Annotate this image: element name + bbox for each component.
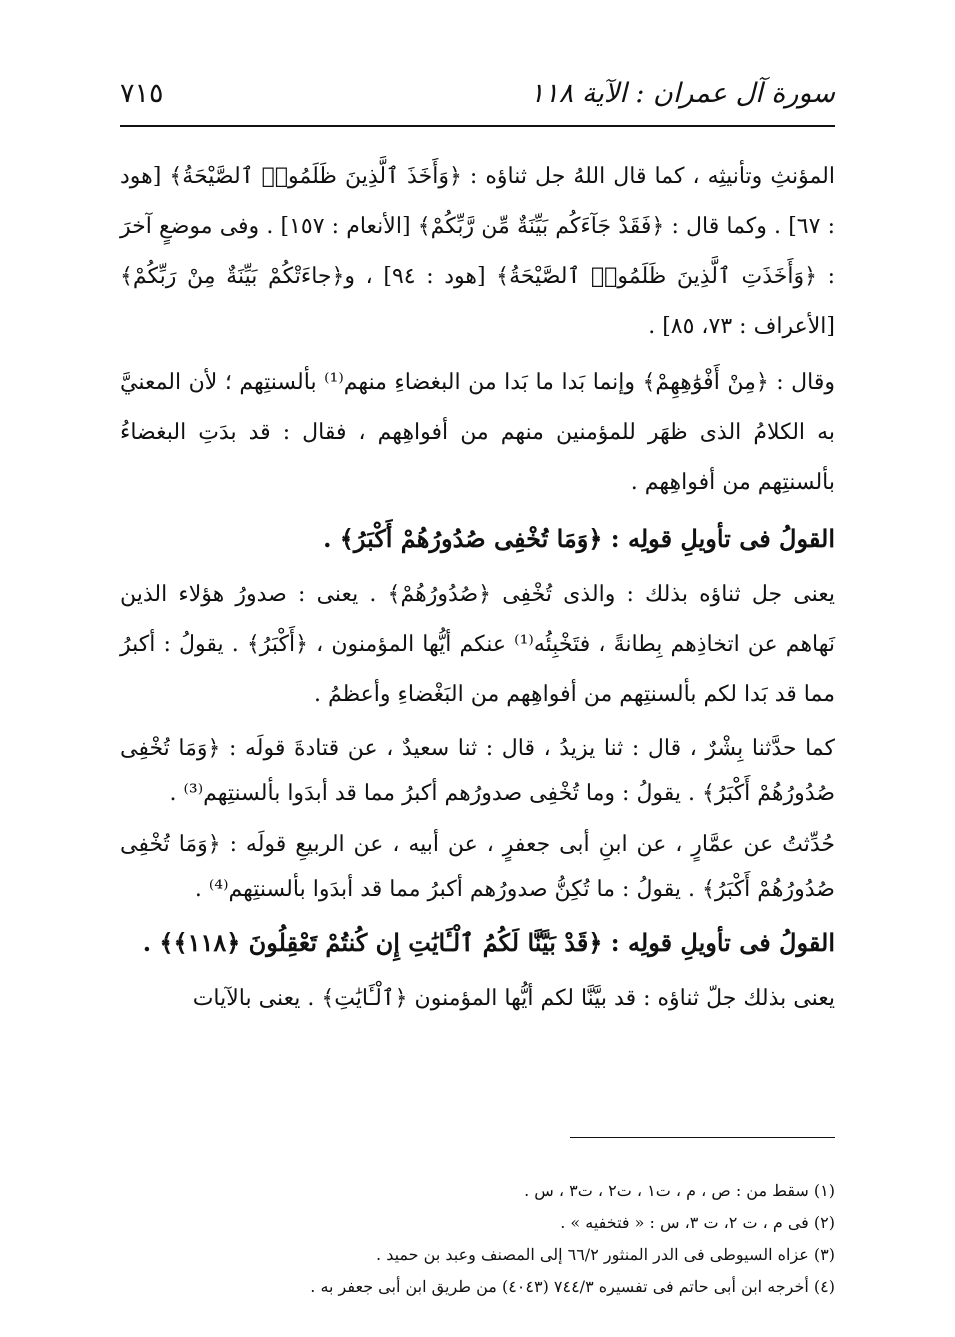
paragraph: المؤنثِ وتأنيثِه ، كما قال اللهُ جل ثناؤه : ﴿وَأَخَذَ ٱلَّذِينَ ظَلَمُوا۟ ٱلصَّيْحَةُ﴾ [هود : ٦٧] . وكما قال : ﴿فَقَدْ جَآءَكُم بَيِّنَةٌ مِّن رَّبِّكُمْ﴾ [الأنعام : ١٥٧] . وفى موضعٍ آخرَ : ﴿وَأَخَذَتِ ٱلَّذِينَ ظَلَمُوا۟ ٱلصَّيْحَةُ﴾ [هود : ٩٤] ، و﴿جاءَتْكُمْ بَيِّنَةٌ مِنْ رَبِّكُمْ﴾ [الأعراف : ٧٣، ٨٥] .: [120, 164, 835, 339]
footnote: (٤) أخرجه ابن أبى حاتم فى تفسيره ٧٤٤/٣ (٤٠٤٣) من طريق ابن أبى جعفر به .: [310, 1277, 835, 1296]
main-text: [120, 152, 835, 1030]
footnotes: [120, 1175, 835, 1303]
paragraph: كما حدَّثنا بِشْرٌ ، قال : ثنا يزيدُ ، قال : ثنا سعيدٌ ، عن قتادةَ قولَه : ﴿وَمَا تُخْفِى صُدُورُهُمْ أَكْبَرُ﴾ . يقولُ : وما تُخْفِى صدورُهم أكبرُ مما قد أبدَوا بألسنتِهم⁽³⁾ .: [120, 736, 835, 806]
paragraph: يعنى جل ثناؤه بذلك : والذى تُخْفِى ﴿صُدُورُهُمْ﴾ . يعنى : صدورُ هؤلاء الذين نَهاهم عن اتخاذِهم بِطانةً ، فتَخْبِئُه⁽¹⁾ عنكم أيُّها المؤمنون ، ﴿أَكْبَرُ﴾ . يقولُ : أكبرُ مما قد بَدا لكم بألسنتِهم من أفواهِهم من البَغْضاءِ وأعظمُ .: [120, 582, 836, 707]
paragraph: وقال : ﴿مِنْ أَفْوَٰهِهِمْ﴾ وإنما بَدا ما بَدا من البغضاءِ منهم⁽¹⁾ بألسنتِهم ؛ لأن المعنيَّ به الكلامُ الذى ظهَر للمؤمنين منهم من أفواهِهم ، فقال : قد بدَتِ البغضاءُ بألسنتِهم من أفواهِهم .: [120, 370, 835, 495]
footnote: (٣) عزاه السيوطى فى الدر المنثور ٦٦/٢ إلى المصنف وعبد بن حميد .: [376, 1245, 835, 1264]
footnote: (١) سقط من : ص ، م ، ت١ ، ت٢ ، ت٣ ، س .: [524, 1181, 835, 1200]
page-header: [120, 70, 835, 122]
page-number: ٧١٥: [120, 78, 164, 109]
running-title: سورة آل عمران : الآية ١١٨: [529, 78, 835, 109]
paragraph: حُدِّثتُ عن عمَّارٍ ، عن ابنِ أبى جعفرٍ ، عن أبيه ، عن الربيعِ قولَه : ﴿وَمَا تُخْفِى صُدُورُهُمْ أَكْبَرُ﴾ . يقولُ : ما تُكِنُّ صدورُهم أكبرُ مما قد أبدَوا بألسنتِهم⁽⁴⁾ .: [120, 832, 835, 902]
footnote: (٢) فى م ، ت ٢، ت ٣، س : « فتخفيه » .: [560, 1213, 835, 1232]
section-heading: القولُ فى تأويلِ قولِه : ﴿قَدْ بَيَّنَّا لَكُمُ ٱلْـَٔايَٰتِ إِن كُنتُمْ تَعْقِلُونَ ﴿١١٨﴾﴾ .: [142, 928, 835, 957]
section-heading: القولُ فى تأويلِ قولِه : ﴿وَمَا تُخْفِى صُدُورُهُمْ أَكْبَرُ﴾ .: [323, 524, 835, 553]
footnote-divider: [570, 1137, 835, 1138]
paragraph: يعنى بذلك جلّ ثناؤه : قد بيَّنَّا لكم أيُّها المؤمنون ﴿ٱلْـَٔايَٰتِ﴾ . يعنى بالآيات: [192, 986, 835, 1011]
header-divider: [120, 125, 835, 127]
